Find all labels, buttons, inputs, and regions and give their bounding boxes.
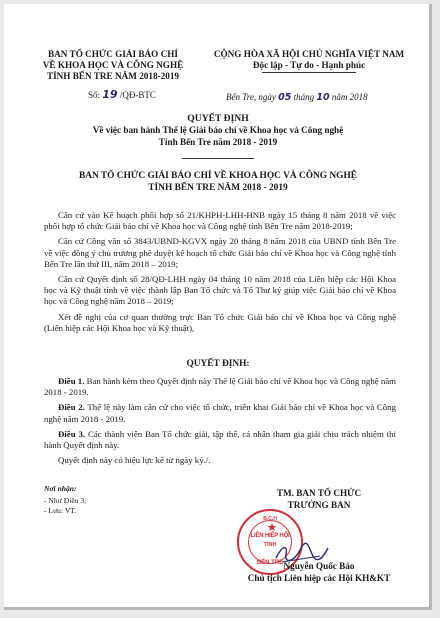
- title-underline: [182, 158, 254, 159]
- date-year: năm 2018: [331, 92, 368, 102]
- national-header: [204, 49, 414, 71]
- date-line: [226, 92, 426, 103]
- seal-star-icon: [267, 523, 277, 531]
- issuer-line-1: BAN TỔ CHỨC GIẢI BÁO CHÍ VỀ KHOA HỌC VÀ CÔNG NGHỆ: [78, 171, 358, 181]
- date-place: Bến Tre, ngày: [226, 92, 276, 102]
- issuing-body-line-3: TỈNH BẾN TRE NĂM 2018-2019: [46, 71, 180, 81]
- motto-underline: [262, 72, 356, 73]
- recipients-heading: Nơi nhận:: [44, 484, 77, 493]
- seal-middle-text-1: LIÊN HIỆP HỘI: [250, 533, 290, 539]
- issuer-block: [24, 170, 412, 194]
- article-3: [44, 429, 396, 451]
- recipient-item: - Như Điều 3;: [44, 496, 87, 505]
- issuing-body-header: [38, 49, 188, 82]
- legal-bases: [44, 210, 396, 334]
- recipient-item: - Lưu: VT.: [44, 506, 77, 515]
- effective-clause: Quyết định này có hiệu lực kể từ ngày ký./.: [58, 455, 211, 466]
- legal-basis-1: Căn cứ vào Kế hoạch phối hợp số 21/KHPH-LHH-HNB ngày 15 tháng 8 năm 2018 về việc phối hợp tổ chức Giải báo chí về Khoa học và Công nghệ tỉnh Bến Tre năm 2018-2019;: [44, 210, 396, 232]
- decision-heading: QUYẾT ĐỊNH:: [186, 359, 250, 369]
- article-2: [44, 402, 396, 424]
- legal-basis-4: Xét đề nghị của cơ quan thường trực Ban Tổ chức Giải báo chí về Khoa học và Công nghệ (Liên hiệp các Hội Khoa học và Kỹ thuật),: [44, 311, 396, 333]
- document-title: QUYẾT ĐỊNH: [187, 113, 249, 124]
- seal-middle-text-2: TỈNH: [263, 542, 277, 548]
- issuing-body-line-1: BAN TỔ CHỨC GIẢI BÁO CHÍ: [48, 49, 178, 59]
- national-title: CỘNG HÒA XÃ HỘI CHỦ NGHĨA VIỆT NAM: [213, 49, 405, 59]
- seal-bottom-text: BẾN TRE: [256, 560, 284, 566]
- legal-basis-2: Căn cứ Công văn số 3843/UBND-KGVX ngày 20 tháng 8 năm 2018 của UBND tỉnh Bến Tre về việc đồng ý chủ trương phê duyệt kế hoạch tổ chức Giải báo chí về Khoa học và Công nghệ tỉnh Bến Tre lần thứ III, năm 2018 – 2019;: [44, 236, 396, 269]
- article-1-label: Điều 1.: [58, 376, 85, 386]
- issuing-body-line-2: VỀ KHOA HỌC VÀ CÔNG NGHỆ: [42, 60, 184, 70]
- signer-position: TRƯỞNG BAN: [287, 499, 351, 510]
- document-number: [88, 89, 208, 101]
- document-subject-line-1: Về việc ban hành Thể lệ Giải báo chí về Khoa học và Công nghệ: [92, 125, 344, 135]
- signer-title: Chủ tịch Liên hiệp các Hội KH&KT: [247, 573, 391, 583]
- signer-name: Nguyễn Quốc Bảo: [283, 561, 355, 571]
- seal-top-text: B.C.H: [263, 516, 277, 522]
- article-3-text: Các thành viên Ban Tổ chức giải, tập thể, cá nhân tham gia giải chịu trách nhiệm thi hành Quyết định này.: [44, 428, 396, 451]
- doc-number-suffix: /QĐ-BTC: [119, 90, 156, 100]
- document-page: [4, 4, 432, 610]
- issuer-line-2: TỈNH BẾN TRE NĂM 2018 - 2019: [148, 183, 288, 193]
- date-month-label: tháng: [293, 92, 315, 102]
- signature-header: [219, 488, 419, 511]
- doc-number-prefix: Số:: [88, 90, 101, 100]
- signer-block: [219, 560, 419, 584]
- document-subject-line-2: Tỉnh Bến Tre năm 2018 - 2019: [158, 136, 278, 147]
- national-motto: Độc lập - Tự do - Hạnh phúc: [252, 60, 366, 70]
- legal-basis-3: Căn cứ Quyết định số 28/QĐ-LHH ngày 04 tháng 10 năm 2018 của Liên hiệp các Hội Khoa học và Kỹ thuật tỉnh về việc thành lập Ban Tổ chức và Tổ Thư ký giúp việc Giải báo chí về Khoa học và Công nghệ năm 2018 – 2019;: [44, 274, 396, 307]
- recipients-block: [44, 484, 194, 516]
- article-1-text: Ban hành kèm theo Quyết định này Thể lệ Giải báo chí về Khoa học và Công nghệ năm 2018 - 2019.: [44, 376, 396, 398]
- article-1: [44, 376, 396, 398]
- article-2-text: Thể lệ này làm căn cứ cho việc tổ chức, triển khai Giải báo chí về Khoa học và Công nghệ năm 2018 - 2019.: [44, 402, 396, 424]
- signer-capacity: TM. BAN TỔ CHỨC: [276, 488, 362, 498]
- article-3-label: Điều 3.: [58, 428, 86, 439]
- date-month: 10: [316, 92, 330, 103]
- document-title-block: [24, 113, 412, 148]
- doc-number-handwritten: 19: [102, 88, 118, 101]
- article-2-label: Điều 2.: [58, 402, 85, 413]
- articles: [44, 376, 396, 466]
- date-day: 05: [278, 92, 292, 103]
